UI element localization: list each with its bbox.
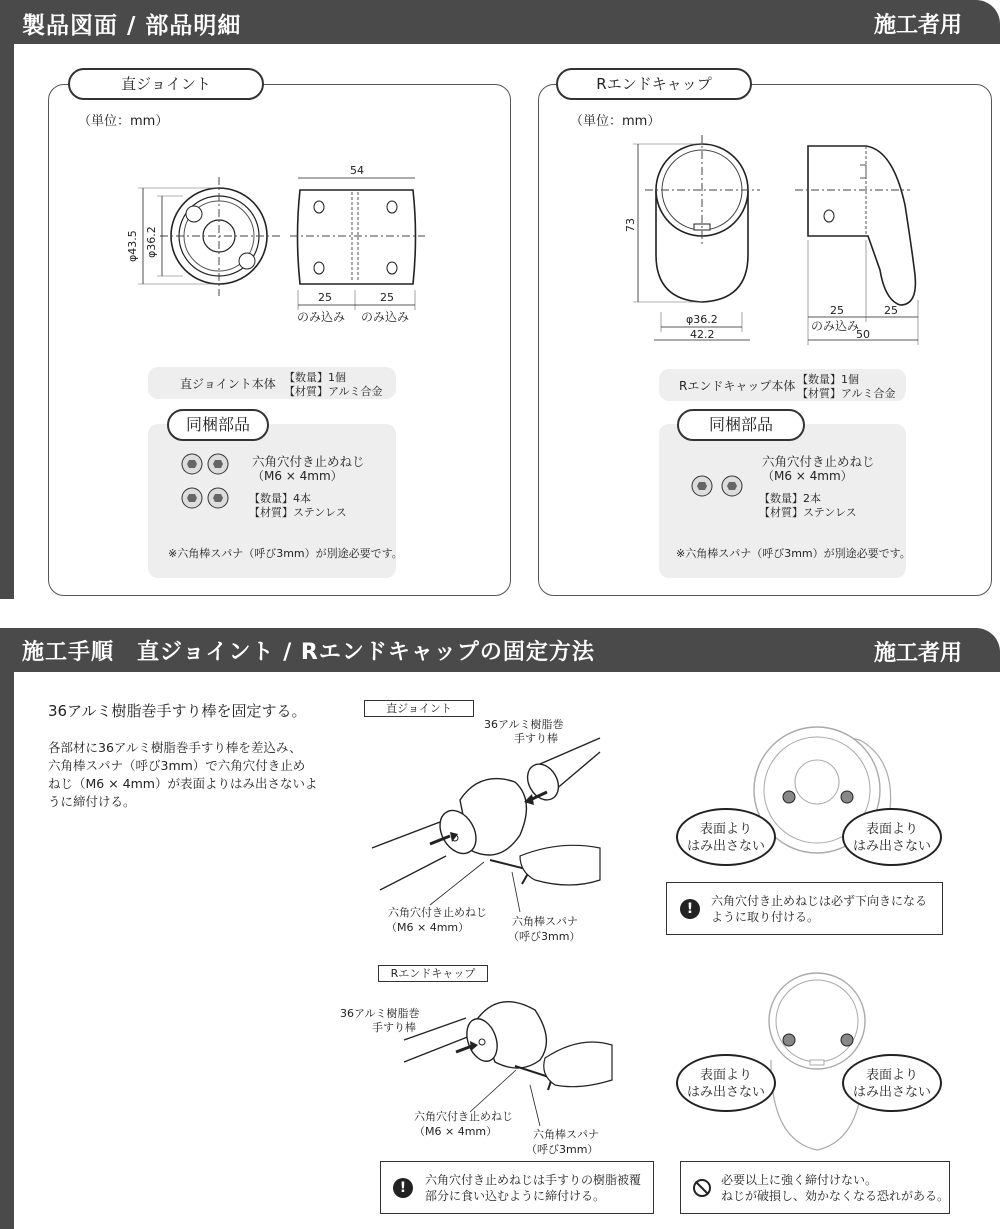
joint-screw-mat: 【材質】ステンレス <box>249 506 347 519</box>
joint-parts-label: 同梱部品 <box>167 409 269 441</box>
right-panel-label: Rエンドキャップ <box>556 68 752 100</box>
warning-3-line1: 必要以上に強く締付けない。 <box>721 1173 878 1187</box>
endcap-parts-label: 同梱部品 <box>677 409 805 441</box>
procedure-heading: 36アルミ樹脂巻手すり棒を固定する。 <box>48 702 307 720</box>
dim-25b: 25 <box>380 291 394 304</box>
dim-50: 50 <box>856 328 870 341</box>
endcap-body-name: Rエンドキャップ本体 <box>679 379 796 393</box>
bubble-1-line1: 表面より <box>699 822 752 837</box>
bubble-3-line1: 表面より <box>699 1068 752 1083</box>
joint-body-qty: 【数量】1個 <box>284 371 346 384</box>
joint-screw-size: （M6 × 4mm） <box>252 469 343 483</box>
dim-d362r: φ36.2 <box>686 313 718 326</box>
procedure-body-1: 各部材に36アルミ樹脂巻手すり棒を差込み、 <box>48 740 302 755</box>
dim-nomikomi-b: のみ込み <box>361 310 410 324</box>
bubble-3-line2: はみ出さない <box>686 1085 765 1100</box>
fig2-spanner-1: 六角棒スパナ <box>533 1128 599 1141</box>
fig2-screw-1: 六角穴付き止めねじ <box>414 1110 513 1123</box>
warning-note-1 <box>666 882 943 935</box>
fig2-rod-1: 36アルミ樹脂巻 <box>340 1007 420 1020</box>
procedure-body-2: 六角棒スパナ（呼び3mm）で六角穴付き止め <box>48 758 306 773</box>
joint-body-mat: 【材質】アルミ合金 <box>284 385 383 398</box>
bubble-1-line2: はみ出さない <box>686 839 765 854</box>
fig2-rod-2: 手すり棒 <box>372 1021 416 1034</box>
exclamation-icon: ! <box>393 1178 413 1198</box>
bubble-2 <box>842 808 942 866</box>
joint-note: ※六角棒スパナ（呼び3mm）が別途必要です。 <box>168 547 403 560</box>
fig1-spanner-2: （呼び3mm） <box>508 930 581 943</box>
fig1-rod-1: 36アルミ樹脂巻 <box>484 718 564 731</box>
warning-3-line2: ねじが破損し、効かなくなる恐れがある。 <box>721 1189 950 1203</box>
fig1-screw-2: （M6 × 4mm） <box>386 921 470 934</box>
exclamation-icon: ! <box>680 899 700 919</box>
dim-25a: 25 <box>318 291 332 304</box>
fig2-screw-2: （M6 × 4mm） <box>414 1125 498 1138</box>
endcap-screw-name: 六角穴付き止めねじ <box>762 454 875 469</box>
prohibited-icon <box>693 1179 711 1197</box>
joint-screw-qty: 【数量】4本 <box>249 492 311 505</box>
joint-body-name: 直ジョイント本体 <box>180 377 276 391</box>
section1-title: 製品図面 / 部品明細 <box>22 13 242 39</box>
procedure-body-4: うに締付ける。 <box>48 794 136 809</box>
fig1-screw-1: 六角穴付き止めねじ <box>388 906 487 919</box>
right-unit: （単位：mm） <box>570 114 661 129</box>
warning-note-2 <box>380 1161 654 1214</box>
bubble-4 <box>842 1054 942 1112</box>
endcap-note: ※六角棒スパナ（呼び3mm）が別途必要です。 <box>676 547 911 560</box>
left-unit: （単位：mm） <box>78 114 169 129</box>
dim-73: 73 <box>624 218 637 232</box>
dim-422: 42.2 <box>690 328 715 341</box>
dim-nomikomi-a: のみ込み <box>297 310 346 324</box>
section2-badge: 施工者用 <box>873 641 962 666</box>
warning-2-line1: 六角穴付き止めねじは手すりの樹脂被覆 <box>425 1173 642 1187</box>
endcap-screw-size: （M6 × 4mm） <box>762 469 853 483</box>
warning-note-3 <box>680 1161 950 1214</box>
dim-25r-b: 25 <box>884 304 898 317</box>
warning-1-line2: ように取り付ける。 <box>711 910 820 924</box>
joint-screw-name: 六角穴付き止めねじ <box>252 454 365 469</box>
endcap-body-mat: 【材質】アルミ合金 <box>797 387 896 400</box>
dim-54: 54 <box>350 164 364 177</box>
bubble-3 <box>676 1054 776 1112</box>
left-panel-label: 直ジョイント <box>68 68 264 100</box>
section2-title: 施工手順 直ジョイント / Rエンドキャップの固定方法 <box>22 640 595 665</box>
procedure-body-3: ねじ（M6 × 4mm）が表面よりはみ出さないよ <box>48 776 318 791</box>
bubble-4-line2: はみ出さない <box>852 1085 931 1100</box>
fig1-tag: 直ジョイント <box>364 700 474 717</box>
endcap-screw-qty: 【数量】2本 <box>759 492 821 505</box>
bubble-2-line1: 表面より <box>865 822 918 837</box>
fig2-tag: Rエンドキャップ <box>378 965 488 982</box>
fig2-spanner-2: （呼び3mm） <box>526 1143 599 1156</box>
dim-nomikomi-r: のみ込み <box>811 319 860 333</box>
dim-d435: φ43.5 <box>126 230 139 262</box>
endcap-body-qty: 【数量】1個 <box>797 373 859 386</box>
endcap-screw-mat: 【材質】ステンレス <box>759 506 857 519</box>
bubble-4-line1: 表面より <box>865 1068 918 1083</box>
dim-25r-a: 25 <box>830 304 844 317</box>
fig1-spanner-1: 六角棒スパナ <box>512 915 578 928</box>
bubble-2-line2: はみ出さない <box>852 839 931 854</box>
warning-2-line2: 部分に食い込むように締付ける。 <box>425 1189 606 1203</box>
warning-1-line1: 六角穴付き止めねじは必ず下向きになる <box>711 894 928 908</box>
fig1-rod-2: 手すり棒 <box>514 732 558 745</box>
section1-badge: 施工者用 <box>873 13 962 38</box>
bubble-1 <box>676 808 776 866</box>
dim-d362: φ36.2 <box>145 226 158 258</box>
